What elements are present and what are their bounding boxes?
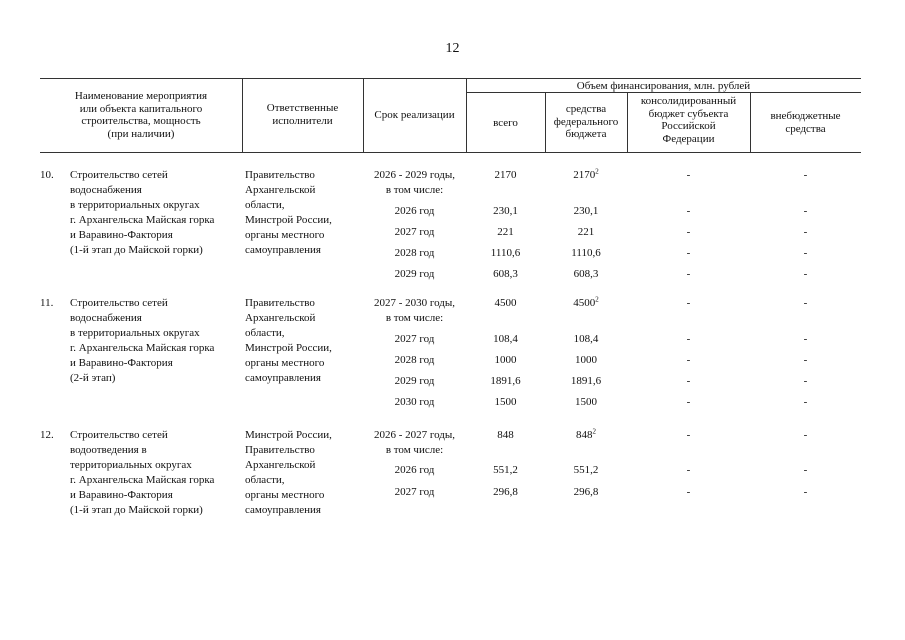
- extra-value: -: [803, 464, 808, 476]
- total-value: 221: [497, 226, 514, 238]
- regional-value: -: [686, 226, 691, 238]
- term-line: 2027 год: [394, 333, 435, 345]
- page-number: 12: [445, 41, 460, 56]
- responsible-line: самоуправления: [245, 244, 321, 256]
- federal-value: [545, 204, 627, 219]
- extra-value: -: [803, 429, 808, 441]
- federal-amount: 1891,6: [570, 375, 602, 387]
- item-name-line: (1-й этап до Майской горки): [70, 504, 203, 516]
- term-line: 2029 год: [394, 375, 435, 387]
- extra-value: -: [803, 333, 808, 345]
- regional-value: -: [686, 268, 691, 280]
- row-number: 12.: [40, 429, 54, 441]
- item-name-line: Строительство сетей: [70, 297, 168, 309]
- federal-value: [545, 332, 627, 347]
- item-name-line: (2-й этап): [70, 372, 116, 384]
- extra-value: -: [803, 396, 808, 408]
- responsible-line: области,: [245, 199, 285, 211]
- item-name-line: г. Архангельска Майская горка: [70, 214, 215, 226]
- responsible-line: Архангельской: [245, 312, 316, 324]
- regional-value: -: [686, 169, 691, 181]
- total-value: 4500: [494, 297, 517, 309]
- total-value: 848: [497, 429, 514, 441]
- federal-value: [545, 463, 627, 478]
- regional-value: -: [686, 354, 691, 366]
- item-name-line: (1-й этап до Майской горки): [70, 244, 203, 256]
- total-value: 1891,6: [490, 375, 521, 387]
- responsible-line: органы местного: [245, 357, 325, 369]
- federal-amount: 551,2: [573, 464, 599, 476]
- extra-value: -: [803, 375, 808, 387]
- term-line: 2026 год: [394, 464, 435, 476]
- item-name-line: водоснабжения: [70, 312, 142, 324]
- header-extra-column: внебюджетные средства: [770, 110, 841, 135]
- item-name-line: водоотведения в: [70, 444, 147, 456]
- total-value: 230,1: [493, 205, 518, 217]
- header-bottom-rule: [40, 152, 861, 153]
- extra-value: -: [803, 247, 808, 259]
- responsible-line: Архангельской: [245, 184, 316, 196]
- regional-value: -: [686, 333, 691, 345]
- total-value: 608,3: [493, 268, 518, 280]
- item-name-line: водоснабжения: [70, 184, 142, 196]
- federal-value: [545, 168, 627, 183]
- item-name-line: территориальных округах: [70, 459, 192, 471]
- federal-value: [545, 296, 627, 311]
- term-line: 2027 год: [394, 226, 435, 238]
- responsible-line: органы местного: [245, 489, 325, 501]
- regional-value: -: [686, 205, 691, 217]
- item-name-line: и Варавино-Фактория: [70, 229, 173, 241]
- item-name-line: г. Архангельска Майская горка: [70, 474, 215, 486]
- total-value: 296,8: [493, 486, 518, 498]
- federal-value: [545, 374, 627, 389]
- regional-value: -: [686, 396, 691, 408]
- federal-amount: 230,1: [573, 205, 599, 217]
- header-name-column: Наименование мероприятия или объекта капитального строительства, мощность (при наличии): [74, 90, 208, 140]
- header-funding-group: Объем финансирования, млн. рублей: [576, 80, 751, 92]
- item-name-line: г. Архангельска Майская горка: [70, 342, 215, 354]
- federal-value: [545, 395, 627, 410]
- federal-value: [545, 225, 627, 240]
- regional-value: -: [686, 297, 691, 309]
- term-line: 2028 год: [394, 247, 435, 259]
- row-number: 11.: [40, 297, 54, 309]
- item-name-line: Строительство сетей: [70, 169, 168, 181]
- regional-value: -: [686, 429, 691, 441]
- header-regional-column: консолидированный бюджет субъекта Российской Федерации: [640, 95, 737, 145]
- term-line: 2030 год: [394, 396, 435, 408]
- total-value: 108,4: [493, 333, 518, 345]
- total-value: 1500: [494, 396, 517, 408]
- footnote-marker: 2: [592, 427, 596, 436]
- federal-amount: 4500: [573, 297, 596, 309]
- federal-amount: 1500: [575, 396, 597, 408]
- term-line: 2026 год: [394, 205, 435, 217]
- federal-value: [545, 246, 627, 261]
- responsible-line: области,: [245, 327, 285, 339]
- term-line: 2029 год: [394, 268, 435, 280]
- extra-value: -: [803, 169, 808, 181]
- item-name-line: в территориальных округах: [70, 199, 200, 211]
- regional-value: -: [686, 247, 691, 259]
- federal-value: [545, 353, 627, 368]
- term-line: в том числе:: [385, 184, 444, 196]
- responsible-line: самоуправления: [245, 372, 321, 384]
- extra-value: -: [803, 297, 808, 309]
- responsible-line: самоуправления: [245, 504, 321, 516]
- federal-amount: 296,8: [573, 486, 599, 498]
- header-total-column: всего: [493, 117, 518, 129]
- responsible-line: Минстрой России,: [245, 342, 332, 354]
- federal-amount: 1110,6: [571, 247, 601, 259]
- regional-value: -: [686, 464, 691, 476]
- responsible-line: Правительство: [245, 297, 315, 309]
- term-line: 2027 - 2030 годы,: [373, 297, 456, 309]
- term-line: 2026 - 2029 годы,: [373, 169, 456, 181]
- footnote-marker: 2: [595, 295, 599, 304]
- responsible-line: органы местного: [245, 229, 325, 241]
- federal-amount: 221: [577, 226, 595, 238]
- header-responsible-column: Ответственные исполнители: [266, 102, 339, 127]
- responsible-line: Минстрой России,: [245, 214, 332, 226]
- responsible-line: Минстрой России,: [245, 429, 332, 441]
- item-name-line: и Варавино-Фактория: [70, 357, 173, 369]
- term-line: 2026 - 2027 годы,: [373, 429, 456, 441]
- federal-amount: 1000: [575, 354, 597, 366]
- responsible-line: Архангельской: [245, 459, 316, 471]
- header-term-column: Срок реализации: [374, 109, 455, 121]
- item-name-line: в территориальных округах: [70, 327, 200, 339]
- regional-value: -: [686, 486, 691, 498]
- federal-amount: 608,3: [573, 268, 599, 280]
- total-value: 2170: [494, 169, 517, 181]
- extra-value: -: [803, 354, 808, 366]
- item-name-line: и Варавино-Фактория: [70, 489, 173, 501]
- term-line: 2027 год: [394, 486, 435, 498]
- federal-value: [545, 267, 627, 282]
- responsible-line: Правительство: [245, 444, 315, 456]
- responsible-line: Правительство: [245, 169, 315, 181]
- federal-amount: 2170: [573, 169, 596, 181]
- extra-value: -: [803, 486, 808, 498]
- row-number: 10.: [40, 169, 54, 181]
- federal-amount: 108,4: [573, 333, 599, 345]
- term-line: 2028 год: [394, 354, 435, 366]
- regional-value: -: [686, 375, 691, 387]
- table-top-rule: [40, 78, 861, 79]
- total-value: 1000: [494, 354, 517, 366]
- extra-value: -: [803, 226, 808, 238]
- federal-value: [545, 485, 627, 500]
- federal-amount: 848: [576, 429, 593, 441]
- header-federal-column: средства федерального бюджета: [553, 103, 619, 140]
- extra-value: -: [803, 205, 808, 217]
- total-value: 1110,6: [490, 247, 521, 259]
- extra-value: -: [803, 268, 808, 280]
- item-name-line: Строительство сетей: [70, 429, 168, 441]
- responsible-line: области,: [245, 474, 285, 486]
- total-value: 551,2: [493, 464, 518, 476]
- footnote-marker: 2: [595, 167, 599, 176]
- term-line: в том числе:: [385, 444, 444, 456]
- federal-value: [545, 428, 627, 443]
- term-line: в том числе:: [385, 312, 444, 324]
